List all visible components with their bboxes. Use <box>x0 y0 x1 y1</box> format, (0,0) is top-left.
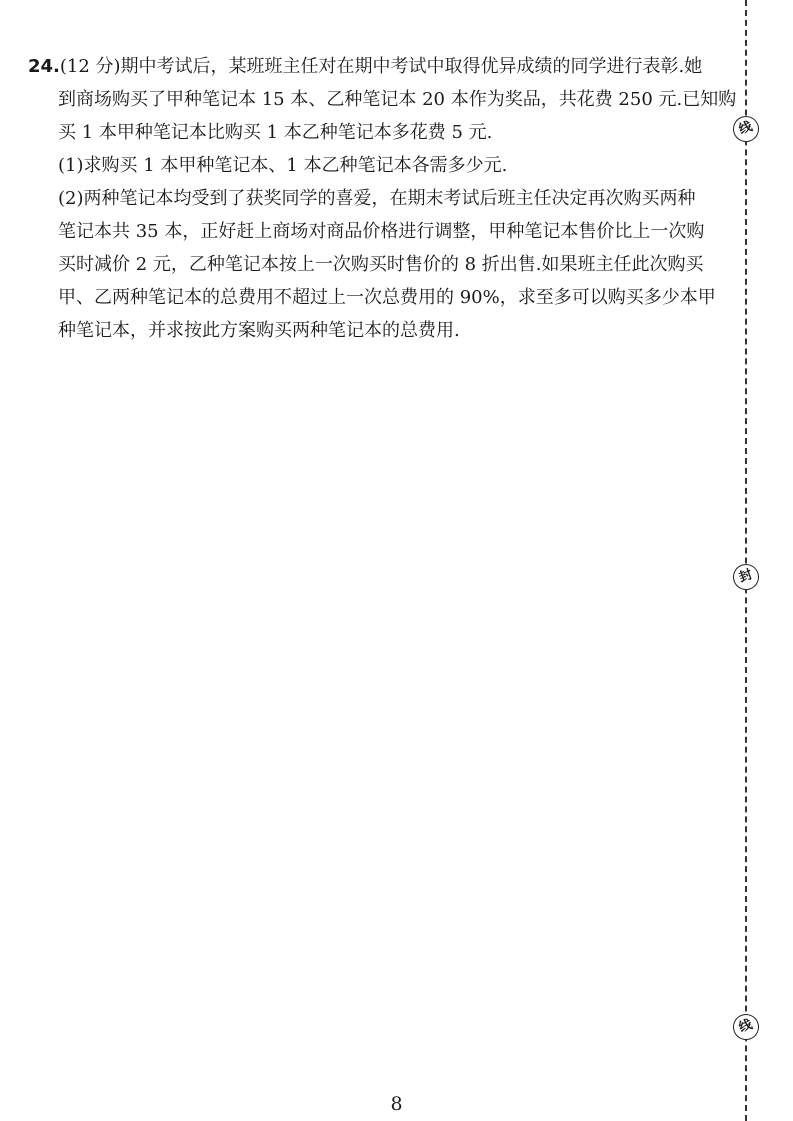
question-text-line: 买时减价 2 元，乙种笔记本按上一次购买时售价的 8 折出售.如果班主任此次购买 <box>58 254 704 275</box>
binding-dashed-line <box>745 0 747 1121</box>
question-number: 24. <box>28 56 60 77</box>
sub-question-2: (2)两种笔记本均受到了获奖同学的喜爱，在期末考试后班主任决定再次购买两种 <box>58 188 696 209</box>
question-line-1 <box>28 50 718 83</box>
binding-mark-top: 线 <box>729 112 762 145</box>
page-number: 8 <box>390 1093 403 1115</box>
question-text-line: 甲、乙两种笔记本的总费用不超过上一次总费用的 90%，求至多可以购买多少本甲 <box>58 287 716 308</box>
binding-mark-bottom: 线 <box>729 1010 762 1043</box>
question-text-line: 买 1 本甲种笔记本比购买 1 本乙种笔记本多花费 5 元. <box>58 122 493 143</box>
question-24 <box>28 50 737 347</box>
binding-mark-middle: 封 <box>729 560 762 593</box>
question-text-line: (12 分)期中考试后，某班班主任对在期中考试中取得优异成绩的同学进行表彰.她 <box>59 56 703 77</box>
sub-question-1: (1)求购买 1 本甲种笔记本、1 本乙种笔记本各需多少元. <box>58 155 508 176</box>
question-text-line: 到商场购买了甲种笔记本 15 本、乙种笔记本 20 本作为奖品，共花费 250 元.已知购 <box>58 89 737 110</box>
question-text-line: 笔记本共 35 本，正好赶上商场对商品价格进行调整，甲种笔记本售价比上一次购 <box>58 221 705 242</box>
question-text-line: 种笔记本，并求按此方案购买两种笔记本的总费用. <box>58 320 460 341</box>
